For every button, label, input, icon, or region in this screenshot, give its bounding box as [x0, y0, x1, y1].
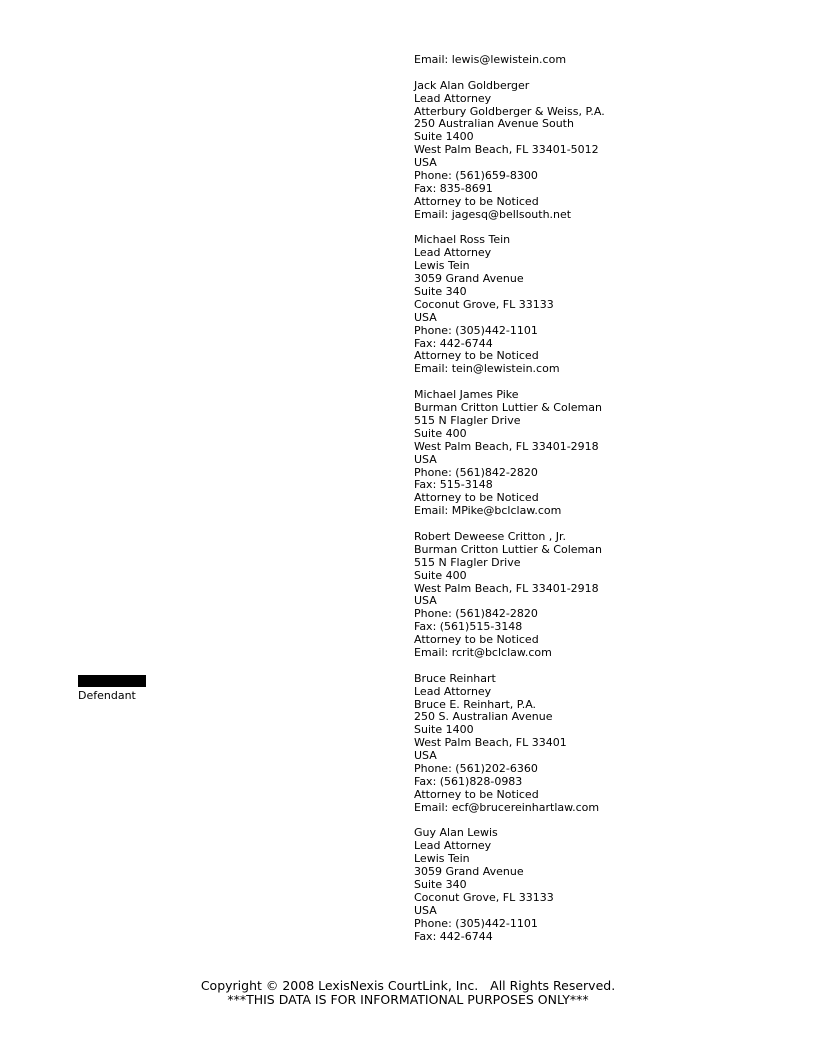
attorney-detail-line: Attorney to be Noticed [414, 349, 539, 363]
attorney-detail-line: USA [414, 310, 437, 324]
attorney-block [414, 234, 794, 376]
attorney-detail-line: Email: ecf@brucereinhartlaw.com [414, 800, 600, 814]
attorney-block [414, 673, 794, 815]
attorney-detail-line: Suite 1400 [414, 130, 474, 144]
attorney-listing [414, 54, 794, 943]
attorney-detail-line: 515 N Flagler Drive [414, 555, 521, 569]
attorney-detail-line: 3059 Grand Avenue [414, 865, 524, 879]
attorney-detail-line: Atterbury Goldberger & Weiss, P.A. [414, 104, 605, 118]
attorney-detail-line: Phone: (561)842-2820 [414, 465, 538, 479]
attorney-detail-line: Suite 400 [414, 426, 467, 440]
attorney-detail-line: Coconut Grove, FL 33133 [414, 890, 554, 904]
attorney-detail-line: Suite 400 [414, 568, 467, 582]
attorney-block [414, 531, 794, 660]
attorney-block [414, 80, 794, 222]
page-footer [0, 979, 816, 1007]
redacted-party-name [78, 675, 146, 687]
attorney-detail-line: Lead Attorney [414, 246, 492, 260]
attorney-block [414, 389, 794, 518]
attorney-detail-line: Fax: 442-6744 [414, 336, 493, 350]
attorney-detail-line: West Palm Beach, FL 33401 [414, 736, 567, 750]
attorney-name: Jack Alan Goldberger [414, 78, 530, 92]
attorney-detail-line: Suite 340 [414, 285, 467, 299]
attorney-detail-line: Fax: (561)515-3148 [414, 620, 523, 634]
attorney-block [414, 827, 794, 943]
attorney-detail-line: Phone: (305)442-1101 [414, 916, 538, 930]
party-role-label: Defendant [78, 689, 136, 702]
attorney-detail-line: Email: tein@lewistein.com [414, 362, 560, 376]
attorney-detail-line: Lead Attorney [414, 684, 492, 698]
attorney-detail-line: Coconut Grove, FL 33133 [414, 297, 554, 311]
attorney-detail-line: Lead Attorney [414, 91, 492, 105]
attorney-name: Bruce Reinhart [414, 671, 496, 685]
attorney-detail-line: Fax: (561)828-0983 [414, 774, 523, 788]
attorney-detail-line: USA [414, 594, 437, 608]
attorney-detail-line: West Palm Beach, FL 33401-2918 [414, 439, 599, 453]
attorney-name: Michael James Pike [414, 388, 519, 402]
attorney-detail-line: Phone: (561)202-6360 [414, 761, 538, 775]
attorney-blocks [414, 80, 794, 944]
attorney-detail-line: Phone: (561)842-2820 [414, 607, 538, 621]
attorney-name: Guy Alan Lewis [414, 826, 498, 840]
attorney-detail-line: Burman Critton Luttier & Coleman [414, 542, 602, 556]
attorney-detail-line: Email: rcrit@bclclaw.com [414, 645, 552, 659]
attorney-detail-line: Fax: 515-3148 [414, 478, 493, 492]
attorney-detail-line: Suite 1400 [414, 723, 474, 737]
attorney-detail-line: Phone: (561)659-8300 [414, 169, 538, 183]
attorney-detail-line: Email: MPike@bclclaw.com [414, 504, 562, 518]
attorney-detail-line: Attorney to be Noticed [414, 491, 539, 505]
attorney-detail-line: 250 S. Australian Avenue [414, 710, 553, 724]
copyright-notice: Copyright © 2008 LexisNexis CourtLink, Inc. All Rights Reserved. [200, 978, 616, 993]
attorney-detail-line: Bruce E. Reinhart, P.A. [414, 697, 537, 711]
attorney-detail-line: Lewis Tein [414, 852, 470, 866]
attorney-detail-line: Attorney to be Noticed [414, 787, 539, 801]
attorney-name: Michael Ross Tein [414, 233, 511, 247]
attorney-detail-line: Attorney to be Noticed [414, 633, 539, 647]
attorney-detail-line: Suite 340 [414, 878, 467, 891]
attorney-detail-line: West Palm Beach, FL 33401-2918 [414, 581, 599, 595]
attorney-detail-line: USA [414, 749, 437, 763]
attorney-detail-line: Lewis Tein [414, 259, 470, 273]
attorney-detail-line: 3059 Grand Avenue [414, 272, 524, 286]
attorney-detail-line: Burman Critton Luttier & Coleman [414, 401, 602, 415]
leading-email: Email: lewis@lewistein.com [414, 53, 567, 66]
attorney-detail-line: Lead Attorney [414, 839, 492, 853]
attorney-detail-line: USA [414, 452, 437, 466]
attorney-detail-line: USA [414, 903, 437, 917]
attorney-detail-line: West Palm Beach, FL 33401-5012 [414, 143, 599, 157]
attorney-detail-line: Email: jagesq@bellsouth.net [414, 207, 572, 221]
attorney-detail-line: Attorney to be Noticed [414, 194, 539, 208]
party-info [78, 675, 278, 702]
attorney-detail-line: 250 Australian Avenue South [414, 117, 574, 131]
attorney-name: Robert Deweese Critton , Jr. [414, 529, 567, 543]
attorney-detail-line: Fax: 835-8691 [414, 181, 493, 195]
attorney-detail-line: 515 N Flagler Drive [414, 413, 521, 427]
attorney-detail-line: Phone: (305)442-1101 [414, 323, 538, 337]
disclaimer-notice: ***THIS DATA IS FOR INFORMATIONAL PURPOSES ONLY*** [227, 992, 589, 1007]
attorney-detail-line: USA [414, 156, 437, 170]
attorney-detail-line: Fax: 442-6744 [414, 929, 493, 943]
